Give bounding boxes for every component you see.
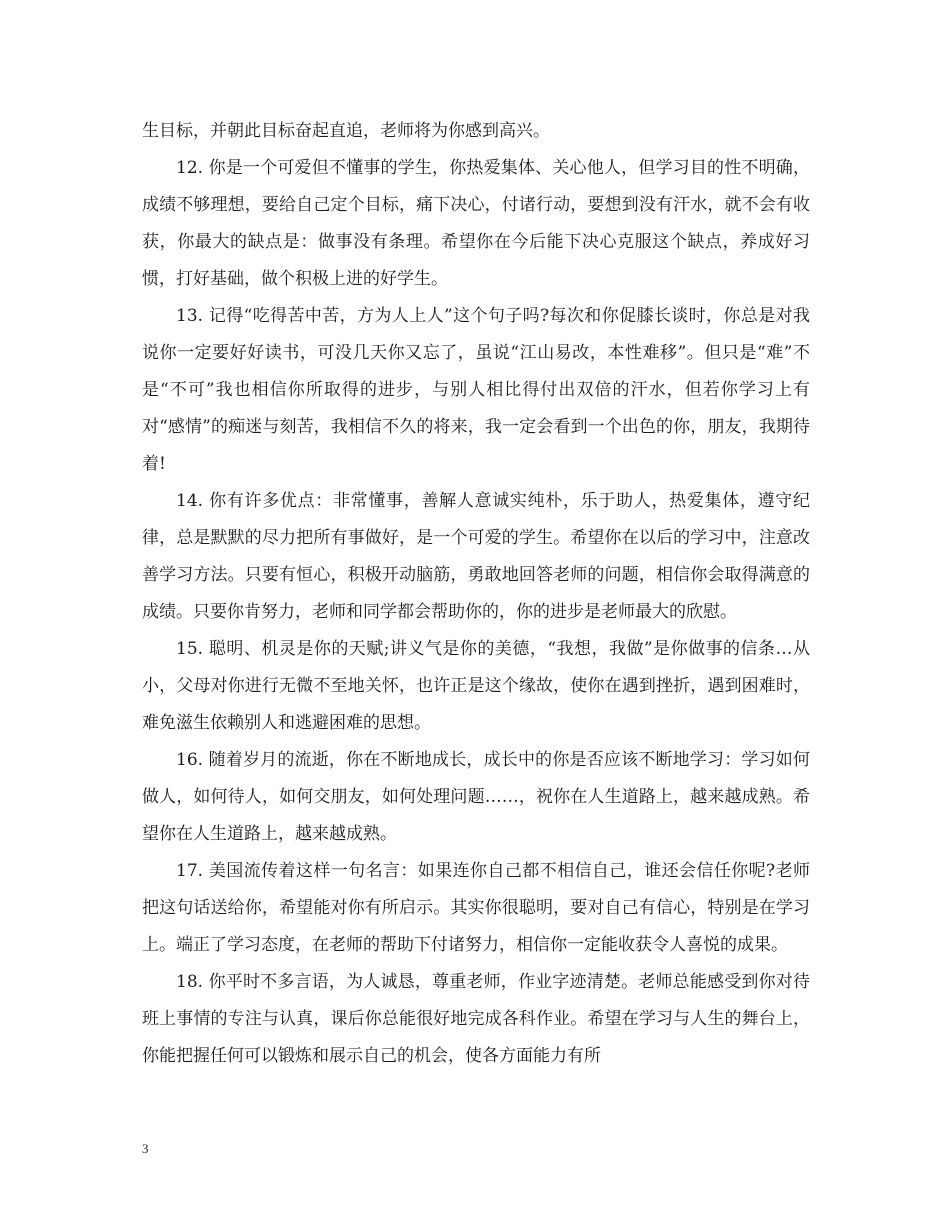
paragraph-18: 18. 你平时不多言语，为人诚恳，尊重老师，作业字迹清楚。老师总能感受到你对待班上事情的专注与认真，课后你总能很好地完成各科作业。希望在学习与人生的舞台上，你能把握任何可以锻炼和展示自己的机会，使各方面能力有所 <box>142 972 810 1066</box>
paragraph-14: 14. 你有许多优点：非常懂事，善解人意诚实纯朴，乐于助人，热爱集体，遵守纪律，总是默默的尽力把所有事做好，是一个可爱的学生。希望你在以后的学习中，注意改善学习方法。只要有恒心，积极开动脑筋，勇敢地回答老师的问题，相信你会取得满意的成绩。只要你肯努力，老师和同学都会帮助你的，你的进步是老师最大的欣慰。 <box>142 491 810 622</box>
paragraph-17: 17. 美国流传着这样一句名言：如果连你自己都不相信自己，谁还会信任你呢?老师把这句话送给你，希望能对你有所启示。其实你很聪明，要对自己有信心，特别是在学习上。端正了学习态度，在老师的帮助下付诸努力，相信你一定能收获令人喜悦的成果。 <box>142 861 810 955</box>
document-body <box>142 113 810 1075</box>
paragraph-16: 16. 随着岁月的流逝，你在不断地成长，成长中的你是否应该不断地学习：学习如何做人，如何待人，如何交朋友，如何处理问题……，祝你在人生道路上，越来越成熟。希望你在人生道路上，越来越成熟。 <box>142 750 810 844</box>
paragraph-15: 15. 聪明、机灵是你的天赋;讲义气是你的美德，“我想，我做”是你做事的信条…从小，父母对你进行无微不至地关怀，也许正是这个缘故，使你在遇到挫折，遇到困难时，难免滋生依赖别人和逃避困难的思想。 <box>142 639 810 733</box>
paragraph-12: 12. 你是一个可爱但不懂事的学生，你热爱集体、关心他人，但学习目的性不明确，成绩不够理想，要给自己定个目标，痛下决心，付诸行动，要想到没有汗水，就不会有收获，你最大的缺点是：做事没有条理。希望你在今后能下决心克服这个缺点，养成好习惯，打好基础，做个积极上进的好学生。 <box>142 158 810 289</box>
page-number: 3 <box>142 1141 149 1156</box>
paragraph-13: 13. 记得“吃得苦中苦，方为人上人”这个句子吗?每次和你促膝长谈时，你总是对我说你一定要好好读书，可没几天你又忘了，虽说“江山易改，本性难移”。但只是“难”不是“不可”我也相信你所取得的进步，与别人相比得付出双倍的汗水，但若你学习上有对“感情”的痴迷与刻苦，我相信不久的将来，我一定会看到一个出色的你，朋友，我期待着! <box>142 306 810 474</box>
paragraph-continuation: 生目标，并朝此目标奋起直追，老师将为你感到高兴。 <box>142 121 550 141</box>
